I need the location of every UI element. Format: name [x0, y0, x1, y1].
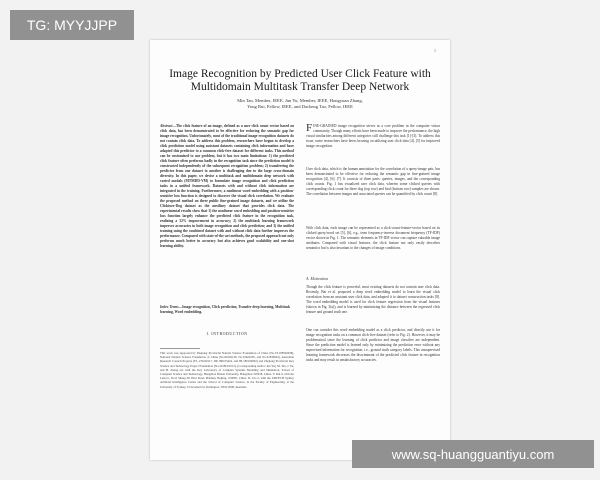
intro-paragraph-1-text: INE-GRAINED image recognition serves as a core problem in the computer vision community. Though many efforts have been made to improve the performance, the high visual similarities among different categories still challenge this task [1]-[3]. To address this issue, some researchers have been focusing on utilizing user click data [4], [5] for improved image recognition.	[306, 124, 440, 148]
watermark-banner: www.sq-huangguantiyu.com	[352, 440, 594, 468]
index-terms-text: —Image recognition, Click prediction, Transfer deep learning, Multitask learning, Word embedding.	[160, 305, 291, 314]
left-column	[160, 124, 294, 427]
intro-paragraph-3: With click data, each image can be represented as a click-count-feature-vector based on its clicked query/word set [5], [6], e.g., term frequency-inverse document frequency (TF-IDF) vector shown in Fig. 1. The semantic elements in TF-IDF vector can capture valuable image attributes. Compared with visual features, the click feature not only easily describes semantics but is also invariant to the changes of image conditions.	[306, 226, 440, 250]
intro-paragraph-2: User click data, which is the human annotation for the correlation of a query-image pair, has been demonstrated to be effective for reducing the semantic gap in fine-grained image recognition [4], [6], [7]. It consists of three parts: queries, images, and the corresponding click counts. Fig. 1 has visualized user click data, wherein some clicked queries with corresponding click count for three dog (top row) and bird (bottom row) samples are shown. The correlation between images and associated queries can be quantified by click count [8].	[306, 167, 440, 196]
footnote: This work was supported by Zhejiang Provincial Natural Science Foundation of China (No.LY19F020038), National Natural Science Foundation of China (No.61602136, No.61622205, and No.61836002), Australian Research Council Projects (FL-170100117, DP-180103424, and IH-180100002) and Zhejiang Provincial Key Science and Technology Project Foundation (No.2018C01012). (Corresponding author: Jun Yu.) M. Tan, J. Yu, and H. Zhang are with the Key Laboratory of Complex Systems Modeling and Simulation, School of Computer Science and Technology, Hangzhou Dianzi University, Hangzhou 310018, China. Y. Rui is with the Lenovo, No.6 Shang Di West Road, Haidian, Beijing, 100085, China. D. Tao is with the UBTECH Sydney Artificial Intelligence Centre and the School of Computer Science, in the Faculty of Engineering, at the University of Sydney, 6 Cleveland St, Darlington, NSW 2008, Australia.	[160, 351, 294, 389]
right-column	[306, 124, 440, 381]
footnote-divider	[160, 348, 200, 349]
authors-line-1: Min Tan, Member, IEEE, Jun Yu, Member, IEEE, Hongyuan Zhang,	[237, 98, 363, 103]
index-terms-label: Index Terms	[160, 305, 179, 309]
section-heading-introduction: I. INTRODUCTION	[206, 331, 248, 336]
page-number: 1	[434, 48, 436, 53]
abstract-label: Abstract	[160, 124, 173, 128]
authors-line-2: Yong Rui, Fellow, IEEE, and Dacheng Tao, Fellow, IEEE	[247, 104, 353, 109]
paper-title: Image Recognition by Predicted User Click Feature with Multidomain Multitask Transfer Deep Network	[169, 68, 431, 93]
subsection-heading-motivation: A. Motivation	[306, 276, 328, 281]
abstract-text: —The click feature of an image, defined as a user click count vector based on click data, has been demonstrated to be effective for reducing the semantic gap for image recognition. Unfortunately, most of the traditional image recognition datasets do not contain click data. To address this problem, researchers have begun to develop a click prediction model using assistant datasets containing click information and have adapted this predictor to a common click-free dataset for different tasks. This method can be customized to our problem, but it has two main limitations: 1) the predicted click feature often performs badly in the recognition task since the prediction model is constructed independently of the subsequent recognition problem; 2) transferring the predictor from one dataset to another is challenging due to the large cross-domain diversity. In this paper, we devise a multitask and multidomain deep network with varied modals (MTMDD-VM) to formulate image recognition and click prediction tasks in a unified framework. Datasets with and without click information are integrated in the training. Furthermore, a nonlinear word embedding with a position-sensitive loss function is designed to discover the visual click correlation. We evaluate the proposed method on three public fine-grained image datasets, and we utilize the Clickture-Dog dataset as the auxiliary dataset that provides click data. The experimental results show that 1) the nonlinear word embedding and position-sensitive loss function largely enhance the predicted click feature in the recognition task, realizing a 32% improvement in accuracy; 2) the multitask learning framework improves accuracies in both image recognition and click prediction; and 3) the unified training using the combined dataset with and without click data further improves the performance. Compared with state-of-the-art methods, the proposed approach not only performs much better in accuracy but also achieves good scalability and one-shot learning ability.	[160, 124, 294, 248]
motivation-paragraph-2: One can consider this word embedding model as a click predictor, and directly use it for image recognition tasks on a common click-free dataset (refer to Fig. 2). However, it may be problematical since the learning of click predictor and image classifier are independent. Since the prediction model is learned only by minimizing the prediction error without any supervised information for recognition, i.e., ground truth category labels. This unsupervised learning framework decreases the discriminant of the predicted click feature in recognition tasks and may result in unsatisfactory accuracies.	[306, 328, 440, 362]
corner-tag: TG: MYYJJPP	[10, 10, 134, 40]
paper-authors	[170, 98, 430, 110]
intro-paragraph-1	[306, 124, 440, 164]
drop-cap: F	[306, 124, 313, 134]
abstract	[160, 124, 294, 302]
paper-page	[150, 40, 450, 460]
index-terms	[160, 305, 294, 323]
motivation-paragraph-1: Though the click feature is powerful, most existing datasets do not contain user click data. Recently, Bai et al. proposed a deep word embedding model to learn the visual click correlation from an assistant user click data, and adapted it to dataset construction tasks [8]. The word embedding model is used for click feature regression from the visual features (shown in Fig. 3(a)), and is learned by minimizing the distance between the regressed click feature and ground truth one.	[306, 285, 440, 314]
